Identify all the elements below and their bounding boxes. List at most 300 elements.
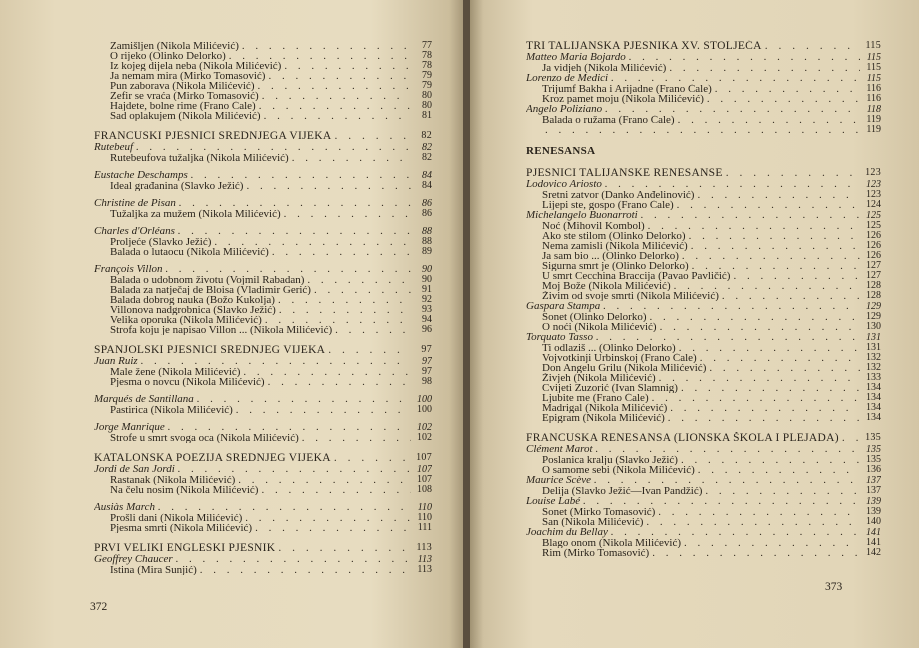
toc-page-number: 86 — [422, 209, 432, 219]
toc-entry — [526, 413, 881, 423]
toc-page-number: 119 — [866, 115, 881, 125]
toc-entry — [526, 403, 881, 413]
toc-text: Torquato Tasso — [526, 332, 593, 343]
toc-entry — [526, 231, 881, 241]
toc-page-number: 115 — [865, 40, 881, 51]
toc-entry — [526, 353, 881, 363]
book-gutter — [463, 0, 470, 648]
toc-text: Strofa koju je napisao Villon ... (Nikola Milićević) — [110, 325, 333, 335]
toc-page-number: 135 — [866, 444, 881, 455]
dot-leader — [677, 200, 860, 210]
toc-author — [526, 332, 881, 343]
toc-text: Hajdete, bolne rime (Frano Čale) — [110, 101, 256, 111]
toc-text: Noć (Mihovil Kombol) — [542, 221, 645, 231]
toc-author — [526, 179, 881, 190]
toc-page-number: 123 — [865, 167, 881, 178]
toc-page-number: 118 — [866, 104, 881, 115]
toc-entry — [526, 281, 881, 291]
dot-leader — [603, 301, 860, 312]
toc-page-number: 84 — [422, 170, 432, 181]
toc-text: Ako ste stilom (Olinko Delorko) — [542, 231, 686, 241]
dot-leader — [842, 432, 860, 444]
dot-leader — [596, 332, 860, 343]
toc-page-number: 139 — [866, 496, 881, 507]
dot-leader — [279, 305, 411, 315]
toc-text: Balada o lutaocu (Nikola Milićević) — [110, 247, 269, 257]
toc-author — [526, 52, 881, 63]
toc-author — [526, 444, 881, 455]
toc-author — [94, 226, 432, 237]
toc-author — [94, 502, 432, 513]
toc-entry — [94, 209, 432, 219]
dot-leader — [691, 241, 860, 251]
toc-page-number: 134 — [866, 403, 881, 413]
dot-leader — [334, 452, 411, 464]
toc-page-number: 115 — [866, 52, 881, 63]
dot-leader — [681, 383, 860, 393]
toc-page-number: 125 — [866, 210, 881, 221]
toc-entry — [94, 91, 432, 101]
toc-page-number: 84 — [422, 181, 432, 191]
toc-text: Živjeh (Nikola Milićević) — [542, 373, 656, 383]
toc-page-number: 102 — [417, 433, 432, 443]
toc-page-number: 128 — [866, 281, 881, 291]
toc-page-number: 130 — [866, 322, 881, 332]
toc-entry — [94, 237, 432, 247]
dot-leader — [141, 356, 411, 367]
dot-leader — [272, 247, 411, 257]
toc-page-number: 131 — [866, 332, 881, 343]
toc-text: Zamišljen (Nikola Milićević) — [110, 41, 239, 51]
toc-entry — [94, 367, 432, 377]
toc-text: Strofe u smrt svoga oca (Nikola Milićević) — [110, 433, 299, 443]
toc-text: Balada o ružama (Frano Čale) — [542, 115, 675, 125]
toc-text: Velika oporuka (Nikola Milićević) — [110, 315, 262, 325]
toc-text: Rutebeufova tužaljka (Nikola Milićević) — [110, 153, 289, 163]
dot-leader — [335, 325, 411, 335]
toc-entry — [526, 322, 881, 332]
toc-page-number: 88 — [422, 226, 432, 237]
dot-leader — [697, 190, 860, 200]
dot-leader — [629, 52, 860, 63]
toc-text: U smrt Cecchina Braccija (Pavao Pavličić) — [542, 271, 731, 281]
dot-leader — [261, 485, 411, 495]
toc-page-number: 141 — [866, 538, 881, 548]
dot-leader — [692, 261, 860, 271]
toc-text: Ausiàs March — [94, 502, 156, 513]
toc-text: O rijeko (Olinko Delorko) — [110, 51, 226, 61]
toc-author — [94, 394, 432, 405]
toc-text: Joachim du Bellay — [526, 527, 608, 538]
dot-leader — [284, 209, 411, 219]
toc-page-number: 78 — [422, 61, 432, 71]
toc-page-number: 102 — [417, 422, 432, 433]
dot-leader — [292, 153, 411, 163]
toc-page-number: 100 — [417, 394, 432, 405]
toc-entry — [94, 305, 432, 315]
left-page-number: 372 — [90, 601, 108, 613]
toc-text: Iz kojeg dijela neba (Nikola Milićević) — [110, 61, 282, 71]
toc-text: Ja nemam mira (Mirko Tomasović) — [110, 71, 266, 81]
dot-leader — [596, 444, 861, 455]
toc-author — [94, 198, 432, 209]
toc-text: O samome sebi (Nikola Milićević) — [542, 465, 695, 475]
dot-leader — [179, 198, 411, 209]
toc-text: Lorenzo de Medici — [526, 73, 609, 84]
toc-text: PRVI VELIKI ENGLESKI PJESNIK — [94, 542, 276, 554]
toc-page-number: 90 — [422, 275, 432, 285]
toc-page-number: 127 — [866, 271, 881, 281]
dot-leader — [689, 231, 860, 241]
toc-text: Pastirica (Nikola Milićević) — [110, 405, 233, 415]
toc-entry — [94, 81, 432, 91]
toc-page-number: 97 — [422, 367, 432, 377]
toc-entry — [94, 101, 432, 111]
toc-entry — [526, 486, 881, 496]
toc-text: Lijepi ste, gospo (Frano Čale) — [542, 200, 674, 210]
toc-text: Balada dobrog nauka (Božo Kukolja) — [110, 295, 275, 305]
toc-entry — [526, 373, 881, 383]
toc-text: San (Nikola Milićević) — [542, 517, 644, 527]
toc-text: Don Angelu Grilu (Nikola Milićević) — [542, 363, 707, 373]
toc-section-heading — [94, 542, 432, 554]
dot-leader — [545, 125, 860, 135]
toc-text: Sigurna smrt je (Olinko Delorko) — [542, 261, 689, 271]
toc-entry — [94, 377, 432, 387]
toc-entry — [94, 295, 432, 305]
toc-text: Louise Labé — [526, 496, 581, 507]
toc-page-number: 108 — [417, 485, 432, 495]
toc-page-number: 127 — [866, 261, 881, 271]
dot-leader — [176, 554, 411, 565]
dot-leader — [733, 271, 860, 281]
toc-page-number: 116 — [866, 94, 881, 104]
dot-leader — [200, 565, 411, 575]
dot-leader — [682, 251, 860, 261]
toc-page-number: 131 — [866, 343, 881, 353]
toc-author — [526, 210, 881, 221]
toc-page-number: 82 — [422, 142, 432, 153]
toc-text: Rastanak (Nikola Milićević) — [110, 475, 236, 485]
toc-author — [94, 554, 432, 565]
toc-text: Lodovico Ariosto — [526, 179, 602, 190]
toc-text: Jorge Manrique — [94, 422, 165, 433]
toc-page-number: 80 — [422, 91, 432, 101]
toc-page-number: 119 — [866, 125, 881, 135]
toc-text: Vojvotkinji Urbinskoj (Frano Čale) — [542, 353, 697, 363]
toc-entry — [94, 523, 432, 533]
toc-author — [526, 475, 881, 486]
dot-leader — [652, 393, 860, 403]
toc-text: Poslanica kralju (Slavko Ježić) — [542, 455, 678, 465]
dot-leader — [649, 312, 860, 322]
dot-leader — [168, 422, 411, 433]
toc-text: FRANCUSKA RENESANSA (LIONSKA ŠKOLA I PLEJADA) — [526, 432, 839, 444]
toc-text: Zefir se vraća (Mirko Tomasović) — [110, 91, 259, 101]
right-page-number: 373 — [825, 581, 843, 593]
toc-entry — [526, 363, 881, 373]
dot-leader — [658, 507, 860, 517]
toc-page-number: 79 — [422, 81, 432, 91]
toc-text: Angelo Poliziano — [526, 104, 603, 115]
toc-text: Marqués de Santillana — [94, 394, 194, 405]
toc-page-number: 88 — [422, 237, 432, 247]
dot-leader — [605, 104, 860, 115]
dot-leader — [246, 181, 411, 191]
toc-text: Pun zaborava (Nikola Milićević) — [110, 81, 255, 91]
dot-leader — [242, 41, 411, 51]
dot-leader — [707, 94, 860, 104]
toc-entry — [94, 433, 432, 443]
toc-entry — [94, 247, 432, 257]
toc-page-number: 97 — [422, 356, 432, 367]
toc-page-number: 100 — [417, 405, 432, 415]
dot-leader — [328, 344, 411, 356]
dot-leader — [700, 353, 860, 363]
toc-text: Geoffrey Chaucer — [94, 554, 173, 565]
toc-page-number: 110 — [417, 502, 432, 513]
dot-leader — [670, 403, 860, 413]
dot-leader — [268, 71, 411, 81]
toc-text: Proljeće (Slavko Ježić) — [110, 237, 212, 247]
toc-spacer — [94, 387, 432, 394]
toc-author — [526, 301, 881, 312]
toc-page-only — [526, 125, 881, 135]
toc-entry — [526, 548, 881, 558]
toc-text: Pjesma smrti (Nikola Milićević) — [110, 523, 253, 533]
dot-leader — [238, 475, 411, 485]
toc-page-number: 110 — [417, 513, 432, 523]
toc-page-number: 125 — [866, 221, 881, 231]
toc-text: Michelangelo Buonarroti — [526, 210, 638, 221]
toc-text: Balada za natječaj de Bloisa (Vladimir Gerić) — [110, 285, 311, 295]
dot-leader — [684, 538, 860, 548]
toc-text: Delija (Slavko Ježić—Ivan Pandžić) — [542, 486, 703, 496]
toc-page-number: 132 — [866, 353, 881, 363]
dot-leader — [197, 394, 411, 405]
toc-spacer — [94, 191, 432, 198]
toc-text: Charles d'Orléans — [94, 226, 175, 237]
toc-page-number: 135 — [865, 432, 881, 443]
toc-page-number: 91 — [422, 285, 432, 295]
toc-section-heading — [94, 130, 432, 142]
toc-entry — [526, 63, 881, 73]
toc-page-number: 111 — [417, 523, 432, 533]
toc-entry — [526, 84, 881, 94]
dot-leader — [611, 73, 860, 84]
toc-page-number: 116 — [866, 84, 881, 94]
toc-text: Sretni zatvor (Danko Anđelinović) — [542, 190, 695, 200]
toc-page-number: 128 — [866, 291, 881, 301]
toc-text: Villonova nadgrobnica (Slavko Ježić) — [110, 305, 276, 315]
toc-page-number: 81 — [422, 111, 432, 121]
toc-page-number: 134 — [866, 413, 881, 423]
toc-page-number: 107 — [417, 475, 432, 485]
dot-leader — [278, 295, 411, 305]
toc-page-number: 139 — [866, 507, 881, 517]
toc-entry — [526, 291, 881, 301]
left-toc-column — [94, 41, 432, 575]
toc-text: Pjesma o novcu (Nikola Milićević) — [110, 377, 265, 387]
dot-leader — [229, 51, 411, 61]
toc-entry — [94, 285, 432, 295]
toc-entry — [526, 241, 881, 251]
toc-entry — [526, 261, 881, 271]
toc-entry — [94, 181, 432, 191]
dot-leader — [678, 115, 860, 125]
toc-entry — [94, 565, 432, 575]
toc-text: Male žene (Nikola Milićević) — [110, 367, 241, 377]
toc-text: SPANJOLSKI PJESNICI SREDNJEG VIJEKA — [94, 344, 326, 356]
dot-leader — [648, 221, 860, 231]
dot-leader — [265, 315, 411, 325]
dot-leader — [166, 264, 411, 275]
dot-leader — [674, 281, 860, 291]
toc-entry — [94, 51, 432, 61]
toc-section-heading — [526, 40, 881, 52]
right-page — [470, 0, 919, 648]
toc-entry — [526, 343, 881, 353]
dot-leader — [178, 226, 411, 237]
dot-leader — [594, 475, 860, 486]
dot-leader — [178, 464, 411, 475]
toc-entry — [526, 517, 881, 527]
toc-page-number: 140 — [866, 517, 881, 527]
toc-page-number: 86 — [422, 198, 432, 209]
dot-leader — [726, 167, 860, 179]
right-toc-column — [526, 40, 881, 558]
toc-page-number: 141 — [866, 527, 881, 538]
toc-text: KATALONSKA POEZIJA SREDNJEG VIJEKA — [94, 452, 331, 464]
toc-text: Madrigal (Nikola Milićević) — [542, 403, 668, 413]
toc-entry — [526, 200, 881, 210]
toc-page-number: 126 — [866, 231, 881, 241]
dot-leader — [191, 170, 411, 181]
toc-section-heading — [526, 167, 881, 179]
toc-text: Kroz pamet moju (Nikola Milićević) — [542, 94, 704, 104]
toc-entry — [526, 393, 881, 403]
toc-entry — [94, 71, 432, 81]
toc-page-number: 80 — [422, 101, 432, 111]
toc-entry — [94, 315, 432, 325]
dot-leader — [284, 61, 411, 71]
toc-text: Istina (Mira Sunjić) — [110, 565, 197, 575]
toc-entry — [94, 405, 432, 415]
toc-page-number: 90 — [422, 264, 432, 275]
dot-leader — [245, 513, 411, 523]
toc-author — [526, 73, 881, 84]
toc-text: Na čelu nosim (Nikola Milićević) — [110, 485, 259, 495]
dot-leader — [605, 179, 860, 190]
toc-page-number: 82 — [421, 130, 432, 141]
toc-text: Clément Marot — [526, 444, 593, 455]
toc-text: Jordi de San Jordi — [94, 464, 175, 475]
toc-author — [94, 142, 432, 153]
toc-page-number: 123 — [866, 190, 881, 200]
toc-author — [526, 104, 881, 115]
toc-text: Rutebeuf — [94, 142, 134, 153]
toc-page-number: 94 — [422, 315, 432, 325]
toc-spacer — [94, 163, 432, 170]
dot-leader — [611, 527, 860, 538]
toc-entry — [94, 513, 432, 523]
toc-page-number: 115 — [866, 63, 881, 73]
toc-spacer — [94, 219, 432, 226]
toc-text: Ja sam bio ... (Olinko Delorko) — [542, 251, 679, 261]
toc-text: Sonet (Mirko Tomasović) — [542, 507, 656, 517]
toc-entry — [526, 271, 881, 281]
toc-text: Rim (Mirko Tomasović) — [542, 548, 650, 558]
toc-text: Nema zamisli (Nikola Milićević) — [542, 241, 688, 251]
toc-spacer — [94, 257, 432, 264]
dot-leader — [652, 548, 860, 558]
toc-entry — [94, 111, 432, 121]
toc-text: TRI TALIJANSKA PJESNIKA XV. STOLJEĆA — [526, 40, 762, 52]
toc-page-number: 136 — [866, 465, 881, 475]
toc-page-number: 129 — [866, 312, 881, 322]
toc-text: Ti odlaziš ... (Olinko Delorko) — [542, 343, 676, 353]
toc-text: Matteo Maria Bojardo — [526, 52, 626, 63]
toc-page-number: 115 — [866, 73, 881, 84]
toc-entry — [526, 94, 881, 104]
dot-leader — [681, 455, 860, 465]
toc-text: Balada o udobnom životu (Vojmil Rabadan) — [110, 275, 305, 285]
toc-page-number: 137 — [866, 475, 881, 486]
toc-entry — [94, 325, 432, 335]
toc-page-number: 93 — [422, 305, 432, 315]
toc-text: Ja vidjeh (Nikola Milićević) — [542, 63, 667, 73]
toc-page-number: 133 — [866, 373, 881, 383]
toc-entry — [94, 61, 432, 71]
dot-leader — [255, 523, 411, 533]
toc-page-number: 134 — [866, 383, 881, 393]
toc-author — [94, 264, 432, 275]
toc-entry — [94, 153, 432, 163]
toc-author — [94, 356, 432, 367]
toc-text: Maurice Scève — [526, 475, 592, 486]
toc-entry — [526, 538, 881, 548]
toc-page-number: 135 — [866, 455, 881, 465]
toc-text: RENESANSA — [526, 145, 596, 157]
dot-leader — [264, 111, 411, 121]
toc-entry — [526, 507, 881, 517]
toc-author — [526, 496, 881, 507]
toc-spacer — [94, 415, 432, 422]
toc-text: FRANCUSKI PJESNICI SREDNJEGA VIJEKA — [94, 130, 332, 142]
toc-entry — [526, 221, 881, 231]
toc-page-number: 92 — [422, 295, 432, 305]
toc-text: PJESNICI TALIJANSKE RENESANSE — [526, 167, 723, 179]
dot-leader — [158, 502, 411, 513]
toc-text: Gaspara Stampa — [526, 301, 601, 312]
toc-text: Ljubite me (Frano Čale) — [542, 393, 649, 403]
dot-leader — [668, 413, 860, 423]
dot-leader — [679, 343, 860, 353]
dot-leader — [243, 367, 411, 377]
toc-text: Cvijeti Zuzorić (Ivan Slamnig) — [542, 383, 678, 393]
toc-text: Sad oplakujem (Nikola Milićević) — [110, 111, 261, 121]
toc-page-number: 89 — [422, 247, 432, 257]
dot-leader — [302, 433, 411, 443]
dot-leader — [262, 91, 411, 101]
toc-page-number: 126 — [866, 251, 881, 261]
toc-section-heading — [526, 432, 881, 444]
dot-leader — [659, 373, 860, 383]
toc-text: Christine de Pisan — [94, 198, 176, 209]
dot-leader — [268, 377, 411, 387]
toc-entry — [526, 455, 881, 465]
toc-text: Epigram (Nikola Milićević) — [542, 413, 665, 423]
